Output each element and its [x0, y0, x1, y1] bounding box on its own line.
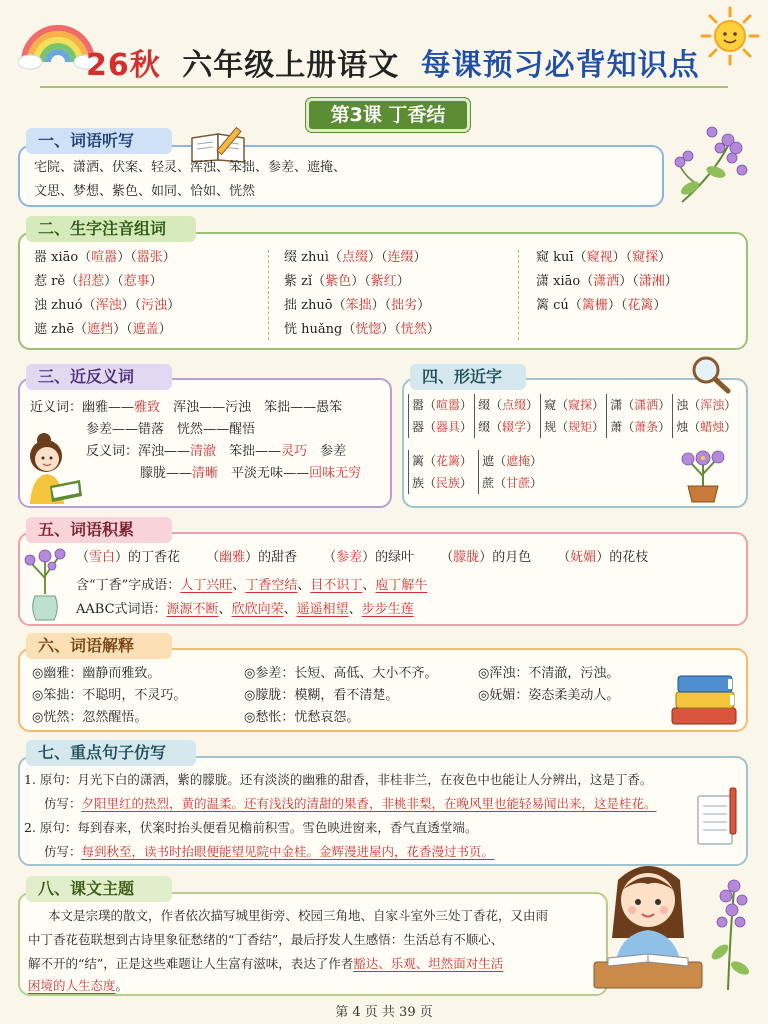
pinyin-row: 浊 zhuó（浑浊）（污浊）	[34, 298, 181, 313]
dictation-line-2: 文思、梦想、紫色、如同、恰如、恍然	[34, 184, 256, 199]
synonym-line-2: 参差——错落 恍然——醒悟	[86, 422, 256, 437]
imitation-sentence-1: 仿写：夕阳里红的热烈，黄的温柔。还有浅浅的清甜的果香，非桃非梨，在晚风里也能轻易闻出来，这是桂花。	[44, 796, 657, 811]
title-year: 26秋	[86, 48, 161, 83]
notebook-pen-icon	[694, 786, 744, 848]
section-vocab-title: 五、词语积累	[26, 517, 172, 543]
section-similar-chars-title: 四、形近字	[410, 364, 526, 390]
vocab-phrase: （幽雅）的甜香	[206, 550, 298, 565]
section-dictation-title: 一、词语听写	[26, 128, 172, 154]
similar-pair: 缀（点缀） 缀（辍学）	[474, 394, 538, 438]
definition-item: ◎朦胧：模糊，看不清楚。	[244, 688, 399, 703]
column-divider	[518, 250, 519, 340]
antonym-line-1: 反义词：浑浊——清澈 笨拙——灵巧 参差	[86, 444, 347, 459]
definition-item: ◎妩媚：姿态柔美动人。	[478, 688, 620, 703]
pinyin-row: 篱 cú（篱栅）（花篱）	[536, 298, 667, 313]
sun-icon	[700, 6, 760, 66]
column-divider	[268, 250, 269, 340]
vocab-phrase: （雪白）的丁香花	[76, 550, 181, 565]
pinyin-row: 缀 zhuì（点缀）（连缀）	[284, 250, 427, 265]
definition-item: ◎愁怅：忧愁哀怨。	[244, 710, 360, 725]
vase-flower-icon	[22, 546, 68, 624]
lilac-branch-icon	[704, 876, 754, 992]
similar-pair: 篱（花篱） 族（民族）	[408, 450, 472, 494]
girl-reading-icon	[22, 430, 86, 506]
similar-pair: 窥（窥探） 规（规矩）	[540, 394, 604, 438]
theme-line-3: 解不开的“结”，正是这些难题让人生富有滋味，表达了作者豁达、乐观、坦然面对生活	[28, 956, 504, 971]
similar-pair: 嚣（喧嚣） 器（器具）	[408, 394, 472, 438]
similar-chars-group-2	[408, 450, 542, 494]
vocab-phrase: （参差）的绿叶	[323, 550, 415, 565]
section-theme-title: 八、课文主题	[26, 876, 172, 902]
theme-line-4: 困境的人生态度。	[28, 978, 129, 993]
title-grade: 六年级上册语文	[182, 48, 400, 83]
pinyin-column-3	[536, 246, 678, 318]
dictation-line-1: 宅院、潇洒、伏案、轻灵、浑浊、笨拙、参差、遮掩、	[34, 160, 347, 175]
definition-item: ◎笨拙：不聪明，不灵巧。	[32, 688, 187, 703]
theme-line-1: 本文是宗璞的散文，作者依次描写城里街旁、校园三角地、自家斗室外三处丁香花，又由雨	[48, 908, 549, 923]
imitation-sentence-2: 仿写：每到秋至，读书时抬眼便能望见院中金桂。金辉漫进屋内，花香漫过书页。	[44, 844, 495, 859]
definition-item: ◎浑浊：不清澈，污浊。	[478, 666, 620, 681]
title-subtitle: 每课预习必背知识点	[420, 48, 700, 83]
definition-item: ◎幽雅：幽静而雅致。	[32, 666, 161, 681]
lilac-flower-icon	[672, 126, 750, 206]
similar-pair: 遮（遮掩） 蔗（甘蔗）	[478, 450, 542, 494]
page-footer: 第 4 页 共 39 页	[335, 1005, 433, 1020]
synonym-line-1: 近义词：幽雅——雅致 浑浊——污浊 笨拙——愚笨	[30, 400, 343, 415]
lesson-title: 第3课 丁香结	[306, 98, 470, 132]
book-stack-icon	[668, 664, 740, 728]
section-synonyms-title: 三、近反义词	[26, 364, 172, 390]
pinyin-row: 窥 kuī（窥视）（窥探）	[536, 250, 672, 265]
original-sentence-1: 1. 原句：月光下白的潇洒，紫的朦胧。还有淡淡的幽雅的甜香，非桂非兰，在夜色中也能让人分辨出，这是丁香。	[24, 772, 653, 787]
similar-chars-group-1	[408, 394, 736, 438]
pinyin-column-2	[284, 246, 440, 342]
definition-item: ◎参差：长短、高低、大小不齐。	[244, 666, 438, 681]
original-sentence-2: 2. 原句：每到春来，伏案时抬头便看见檐前积雪。雪色映进窗来，香气直透堂端。	[24, 820, 478, 835]
similar-pair: 浊（浑浊） 烛（蜡烛）	[672, 394, 736, 438]
pinyin-row: 潇 xiāo（潇洒）（潇湘）	[536, 274, 678, 289]
section-pinyin-title: 二、生字注音组词	[26, 216, 196, 242]
flower-pot-icon	[676, 446, 730, 504]
pinyin-row: 惹 rě（招惹）（惹事）	[34, 274, 163, 289]
title-divider	[40, 86, 728, 88]
pinyin-row: 遮 zhē（遮挡）（遮盖）	[34, 322, 172, 337]
vocab-phrase: （朦胧）的月色	[440, 550, 532, 565]
antonym-line-2: 朦胧——清晰 平淡无味——回味无穷	[140, 466, 362, 481]
similar-pair: 潇（潇洒） 萧（萧条）	[606, 394, 670, 438]
pinyin-column-1	[34, 246, 180, 342]
definition-item: ◎恍然：忽然醒悟。	[32, 710, 148, 725]
theme-line-2: 中丁香花苞联想到古诗里象征愁绪的“丁香结”，最后抒发人生感悟：生活总有不顺心、	[28, 932, 504, 947]
section-sentence-title: 七、重点句子仿写	[26, 740, 196, 766]
pinyin-row: 恍 huǎng（恍惚）（恍然）	[284, 322, 440, 337]
vocab-phrases	[76, 546, 648, 570]
aabc-line: AABC式词语：源源不断、欣欣向荣、遥遥相望、步步生莲	[76, 602, 414, 617]
idiom-line: 含“丁香”字成语：人丁兴旺、丁香空结、目不识丁、庖丁解牛	[76, 578, 428, 593]
section-definitions-title: 六、词语解释	[26, 633, 172, 659]
girl-studying-icon	[588, 850, 708, 990]
page-title	[86, 40, 700, 84]
magnifier-icon	[688, 354, 732, 394]
vocab-phrase: （妩媚）的花枝	[557, 550, 649, 565]
pinyin-row: 紫 zǐ（紫色）（紫红）	[284, 274, 410, 289]
pinyin-row: 嚣 xiāo（喧嚣）（嚣张）	[34, 250, 176, 265]
pinyin-row: 拙 zhuō（笨拙）（拙劣）	[284, 298, 431, 313]
